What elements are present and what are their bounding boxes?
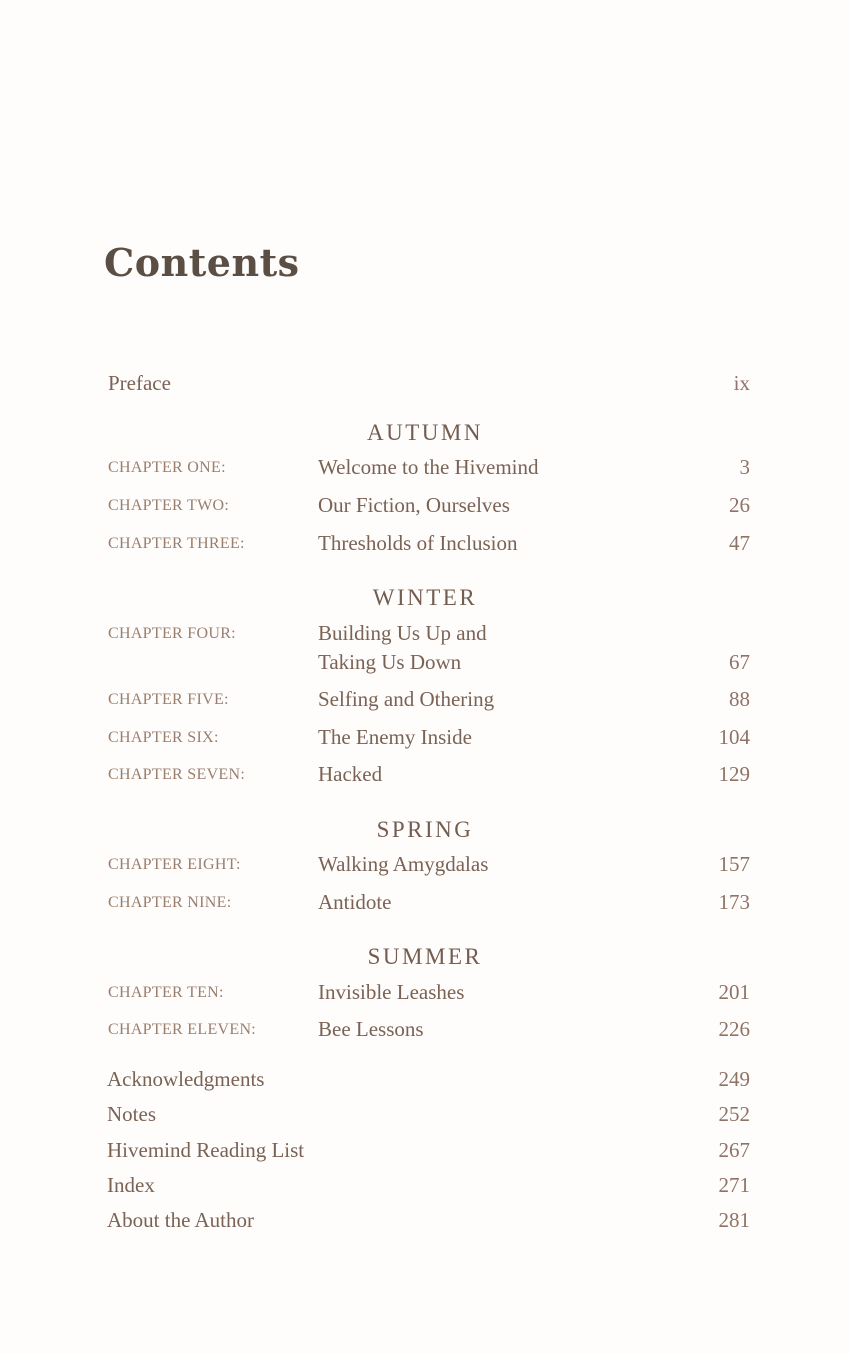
section-heading-summer: SUMMER (367, 944, 483, 969)
entry-page: 267 (718, 1138, 750, 1162)
toc-entry (0, 762, 850, 796)
chapter-title: Antidote (318, 890, 392, 914)
chapter-label: CHAPTER FOUR: (108, 625, 236, 642)
toc-entry (0, 621, 850, 685)
entry-title: Notes (107, 1102, 156, 1126)
toc-entry (0, 531, 850, 565)
toc-entry (0, 687, 850, 721)
entry-title: About the Author (107, 1208, 254, 1232)
toc-entry-about-author (0, 1208, 850, 1242)
toc-entry-index (0, 1173, 850, 1207)
entry-page: 271 (718, 1173, 750, 1197)
chapter-page: 157 (718, 852, 750, 876)
chapter-label: CHAPTER ONE: (108, 459, 226, 476)
toc-entry-notes (0, 1102, 850, 1136)
toc-entry (0, 852, 850, 886)
entry-title: Hivemind Reading List (107, 1138, 305, 1162)
chapter-page: 3 (739, 455, 750, 479)
chapter-title: Our Fiction, Ourselves (318, 493, 510, 517)
chapter-label: CHAPTER ELEVEN: (108, 1021, 257, 1038)
toc-entry (0, 1017, 850, 1051)
toc-entry (0, 455, 850, 489)
chapter-page: 201 (718, 980, 750, 1004)
toc-entry (0, 890, 850, 924)
chapter-page: 104 (718, 725, 750, 749)
chapter-title-line-1: Building Us Up and (318, 621, 487, 645)
chapter-title: Bee Lessons (318, 1017, 424, 1041)
chapter-label: CHAPTER NINE: (108, 894, 232, 911)
entry-page: 252 (718, 1102, 750, 1126)
page-title: Contents (104, 240, 300, 285)
chapter-page: 67 (729, 650, 750, 674)
chapter-title: The Enemy Inside (318, 725, 472, 749)
chapter-title: Selfing and Othering (318, 687, 495, 711)
chapter-label: CHAPTER TEN: (108, 984, 224, 1001)
chapter-page: 47 (729, 531, 750, 555)
entry-title: Index (107, 1173, 155, 1197)
chapter-label: CHAPTER SIX: (108, 729, 219, 746)
chapter-title (318, 621, 487, 675)
toc-entry (0, 725, 850, 759)
chapter-page: 173 (718, 890, 750, 914)
entry-page: 249 (718, 1067, 750, 1091)
toc-entry (0, 980, 850, 1014)
chapter-label: CHAPTER THREE: (108, 535, 245, 552)
chapter-title: Hacked (318, 762, 383, 786)
chapter-label: CHAPTER SEVEN: (108, 766, 246, 783)
section-heading-autumn: AUTUMN (367, 420, 483, 445)
chapter-title: Invisible Leashes (318, 980, 465, 1004)
entry-page: 281 (718, 1208, 750, 1232)
entry-title: Preface (108, 371, 171, 395)
entry-title: Acknowledgments (107, 1067, 265, 1091)
chapter-page: 88 (729, 687, 750, 711)
toc-entry-reading-list (0, 1138, 850, 1172)
entry-page: ix (733, 371, 750, 395)
chapter-title: Welcome to the Hivemind (318, 455, 539, 479)
section-heading-spring: SPRING (376, 817, 474, 842)
toc-entry-acknowledgments (0, 1067, 850, 1101)
chapter-label: CHAPTER TWO: (108, 497, 230, 514)
chapter-label: CHAPTER EIGHT: (108, 856, 241, 873)
chapter-page: 129 (718, 762, 750, 786)
toc-entry (0, 493, 850, 527)
toc-entry-preface (0, 371, 850, 405)
chapter-title: Thresholds of Inclusion (318, 531, 518, 555)
chapter-page: 26 (729, 493, 750, 517)
chapter-page: 226 (718, 1017, 750, 1041)
chapter-title-line-2: Taking Us Down (318, 650, 462, 674)
section-heading-winter: WINTER (372, 585, 478, 610)
chapter-title: Walking Amygdalas (318, 852, 489, 876)
chapter-label: CHAPTER FIVE: (108, 691, 229, 708)
